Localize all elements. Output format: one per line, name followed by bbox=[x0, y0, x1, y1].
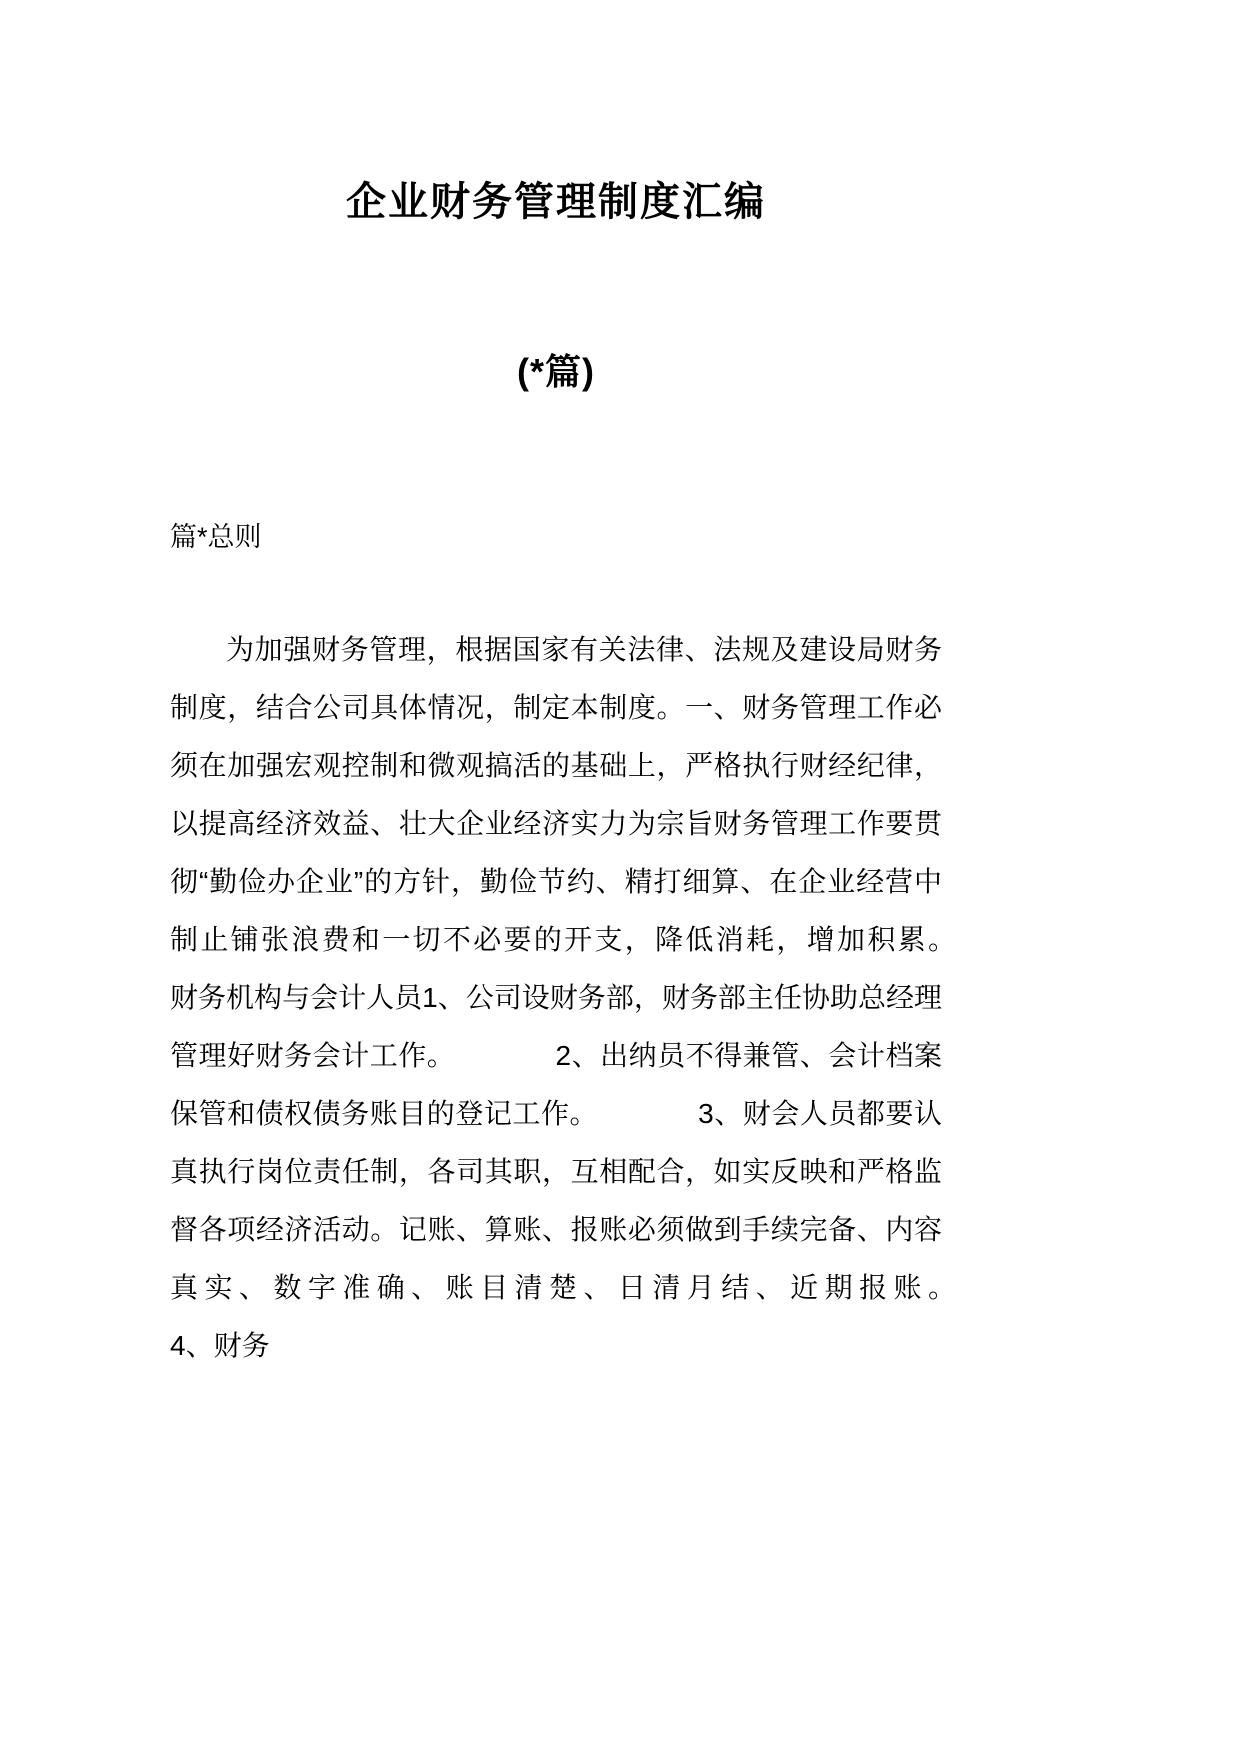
section-heading: 篇*总则 bbox=[170, 522, 262, 552]
document-title: 企业财务管理制度汇编 bbox=[346, 180, 766, 224]
body-paragraph: 为加强财务管理，根据国家有关法律、法规及建设局财务制度，结合公司具体情况，制定本制度。一、财务管理工作必须在加强宏观控制和微观搞活的基础上，严格执行财经纪律，以提高经济效益、壮大企业经济实力为宗旨财务管理工作要贯彻“勤俭办企业”的方针，勤俭节约、精打细算、在企业经营中制止铺张浪费和一切不必要的开支，降低消耗，增加积累。 财务机构与会计人员1、公司设财务部，财务部主任协助总经理管理好财务会计工作。 2、出纳员不得兼管、会计档案保管和债权债务账目的登记工作。 3、财会人员都要认真执行岗位责任制，各司其职，互相配合，如实反映和严格监督各项经济活动。记账、算账、报账必须做到手续完备、内容真实、数字准确、账目清楚、日清月结、近期报账。 4、财务 bbox=[170, 634, 1055, 1361]
document-subtitle: (*篇) bbox=[517, 351, 595, 392]
